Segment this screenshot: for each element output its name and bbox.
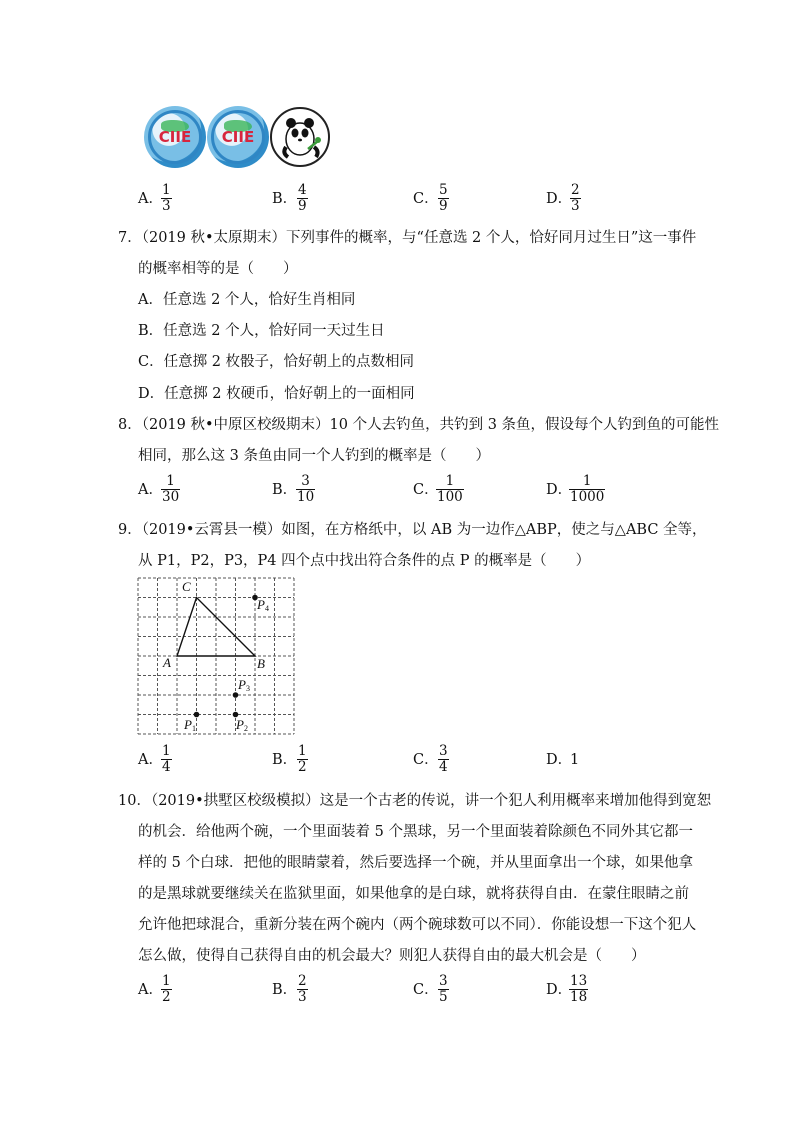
q7-option-b: B．任意选 2 个人，恰好同一天过生日 [138,323,385,339]
q8-stem-line1: 8．（2019 秋•中原区校级期末）10 个人去钓鱼，共钓到 3 条鱼，假设每个人钓到鱼的可能性 [118,417,720,433]
q10-stem-line3: 样的 5 个白球．把他的眼睛蒙着，然后要选择一个碗，并从里面拿出一个球，如果他拿 [138,855,693,871]
label-c: C [182,579,191,594]
q10-option-c-label: C． [413,982,439,998]
label-b: B [257,656,265,671]
q6-option-b-label: B． [272,191,298,207]
q8-option-a-fraction: $\frac{1}{30}$ [162,473,180,505]
q9-option-d-value: 1 [570,752,580,768]
q10-option-d-label: D． [546,982,573,998]
q6-option-a-label: A． [138,191,163,207]
q8-option-c-label: C． [413,482,439,498]
label-p3-sub: 3 [246,684,250,693]
point-p3 [233,692,239,698]
q9-stem-line2: 从 P1，P2，P3，P4 四个点中找出符合条件的点 P 的概率是（ ） [138,553,591,569]
label-p4: P [257,597,265,612]
q10-option-a-label: A． [138,982,163,998]
q8-option-b-label: B． [272,482,298,498]
q7-option-a: A．任意选 2 个人，恰好生肖相同 [138,292,356,308]
ciie-logo-1: CIIE [144,106,206,168]
q10-stem-line5: 允许他把球混合，重新分装在两个碗内（两个碗球数可以不同）．你能设想一下这个犯人 [138,917,697,933]
q7-option-c: C．任意掷 2 枚骰子，恰好朝上的点数相同 [138,354,415,370]
label-p1: P [184,717,192,732]
q6-option-c-fraction: $\frac{5}{9}$ [439,182,448,214]
q10-option-c-fraction: $\frac{3}{5}$ [439,973,448,1005]
q9-option-c-fraction: $\frac{3}{4}$ [439,743,448,775]
q8-option-c-fraction: $\frac{1}{100}$ [437,473,463,505]
label-p1-sub: 1 [192,724,196,733]
point-p1 [194,712,200,718]
q10-option-d-fraction: $\frac{13}{18}$ [570,973,588,1005]
q10-option-b-label: B． [272,982,298,998]
ciie-logo-2: CIIE [207,106,269,168]
q9-stem-line1: 9．（2019•云霄县一模）如图，在方格纸中，以 AB 为一边作△ABP，使之与△ABC 全等， [118,522,707,538]
q7-stem-line2: 的概率相等的是（ ） [138,261,298,277]
label-p4-sub: 4 [265,604,269,613]
q9-option-b-label: B． [272,752,298,768]
panda-mascot [270,107,330,167]
q8-option-b-fraction: $\frac{3}{10}$ [297,473,315,505]
q10-stem-line4: 的是黑球就要继续关在监狱里面，如果他拿的是白球，就将获得自由．在蒙住眼睛之前 [138,886,689,902]
q8-stem-line2: 相同，那么这 3 条鱼由同一个人钓到的概率是（ ） [138,448,490,464]
q9-option-c-label: C． [413,752,439,768]
q8-option-d-fraction: $\frac{1}{1000}$ [570,473,605,505]
q6-option-b-fraction: $\frac{4}{9}$ [298,182,307,214]
label-a: A [163,655,171,670]
label-p2: P [236,717,244,732]
q9-option-b-fraction: $\frac{1}{2}$ [298,743,307,775]
q6-option-d-label: D． [546,191,573,207]
q10-stem-line1: 10．（2019•拱墅区校级模拟）这是一个古老的传说，讲一个犯人利用概率来增加他得到宽恕 [118,793,712,809]
q6-option-c-label: C． [413,191,439,207]
q6-option-a-fraction: $\frac{1}{3}$ [162,182,171,214]
q6-option-d-fraction: $\frac{2}{3}$ [571,182,580,214]
q7-option-d: D．任意掷 2 枚硬币，恰好朝上的一面相同 [138,386,415,402]
q8-option-d-label: D． [546,482,573,498]
label-p3: P [238,677,246,692]
q9-option-a-label: A． [138,752,163,768]
q10-option-b-fraction: $\frac{2}{3}$ [298,973,307,1005]
q7-stem-line1: 7．（2019 秋•太原期末）下列事件的概率，与“任意选 2 个人，恰好同月过生日”这一事件 [118,230,697,246]
q9-option-d-label: D． [546,752,573,768]
q10-stem-line6: 怎么做，使得自己获得自由的机会最大？则犯人获得自由的最大机会是（ ） [138,948,646,964]
q10-stem-line2: 的机会．给他两个碗，一个里面装着 5 个黑球，另一个里面装着除颜色不同外其它都一 [138,824,693,840]
q9-option-a-fraction: $\frac{1}{4}$ [162,743,171,775]
triangle-abc [177,598,255,657]
q8-option-a-label: A． [138,482,163,498]
q10-option-a-fraction: $\frac{1}{2}$ [162,973,171,1005]
label-p2-sub: 2 [244,724,248,733]
q9-grid-figure [136,576,300,738]
